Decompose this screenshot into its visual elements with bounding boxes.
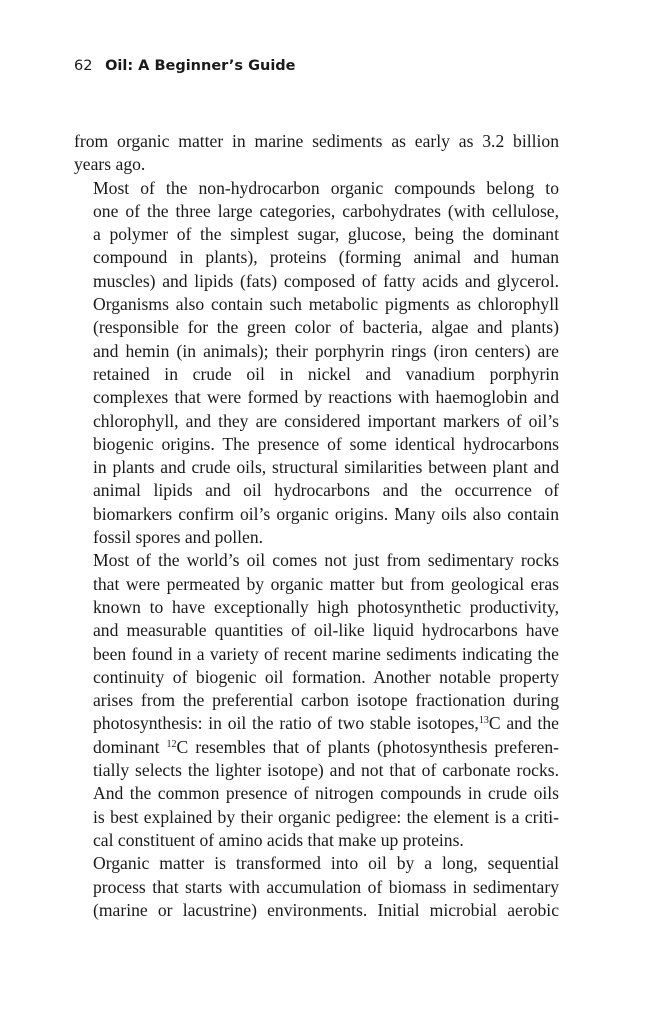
text-line: dominant $^{12}$C resembles that of plants (photosynthesis preferen-	[93, 736, 559, 757]
body-text	[74, 130, 559, 922]
text-line: a polymer of the simplest sugar, glucose, being the dominant	[93, 224, 559, 245]
text-line: tially selects the lighter isotope) and not that of carbonate rocks.	[93, 760, 559, 781]
text-line: compound in plants), proteins (forming animal and human	[93, 247, 559, 268]
paragraph	[74, 852, 559, 922]
text-line: one of the three large categories, carbohydrates (with cellulose,	[93, 200, 559, 221]
text-line: biogenic origins. The presence of some identical hydrocarbons	[93, 433, 559, 454]
text-line: (responsible for the green color of bacteria, algae and plants)	[93, 317, 559, 338]
text-line: cal constituent of amino acids that make up proteins.	[93, 829, 464, 850]
page-number: 62	[74, 58, 93, 74]
text-line: photosynthesis: in oil the ratio of two stable isotopes,$^{13}$C and the	[93, 713, 559, 734]
text-line: complexes that were formed by reactions with haemoglobin and	[93, 387, 559, 408]
book-title: Oil: A Beginner’s Guide	[105, 58, 296, 74]
text-line: retained in crude oil in nickel and vanadium porphyrin	[93, 363, 559, 384]
text-line: continuity of biogenic oil formation. Another notable property	[93, 666, 559, 687]
text-line: that were permeated by organic matter but from geological eras	[93, 573, 559, 594]
text-line: Organisms also contain such metabolic pigments as chlorophyll	[93, 294, 559, 315]
text-line: and hemin (in animals); their porphyrin rings (iron centers) are	[93, 340, 559, 361]
running-head	[74, 58, 296, 74]
paragraph	[74, 177, 559, 550]
text-line: biomarkers confirm oil’s organic origins. Many oils also contain	[93, 503, 559, 524]
text-line: and measurable quantities of oil-like liquid hydrocarbons have	[93, 620, 559, 641]
text-line: from organic matter in marine sediments as early as 3.2 billion	[74, 131, 559, 151]
paragraph	[74, 130, 559, 177]
text-line: Organic matter is transformed into oil by a long, sequential	[93, 853, 559, 874]
text-line: chlorophyll, and they are considered important markers of oil’s	[93, 410, 559, 431]
text-line: animal lipids and oil hydrocarbons and the occurrence of	[93, 480, 559, 501]
text-line: Most of the world’s oil comes not just from sedimentary rocks	[93, 550, 559, 571]
text-line: been found in a variety of recent marine sediments indicating the	[93, 643, 559, 664]
text-line: muscles) and lipids (fats) composed of fatty acids and glycerol.	[93, 270, 559, 291]
text-line: fossil spores and pollen.	[93, 527, 264, 548]
text-line: in plants and crude oils, structural similarities between plant and	[93, 457, 559, 478]
text-line: years ago.	[74, 154, 146, 175]
paragraph	[74, 549, 559, 852]
text-line: And the common presence of nitrogen compounds in crude oils	[93, 783, 559, 804]
text-line: arises from the preferential carbon isotope fractionation during	[93, 690, 559, 711]
text-line: known to have exceptionally high photosynthetic productivity,	[93, 596, 559, 617]
text-line: (marine or lacustrine) environments. Initial microbial aerobic	[93, 899, 559, 920]
text-line: process that starts with accumulation of biomass in sedimentary	[93, 876, 559, 897]
text-line: Most of the non-hydrocarbon organic compounds belong to	[93, 177, 559, 198]
text-line: is best explained by their organic pedigree: the element is a criti-	[93, 806, 559, 827]
